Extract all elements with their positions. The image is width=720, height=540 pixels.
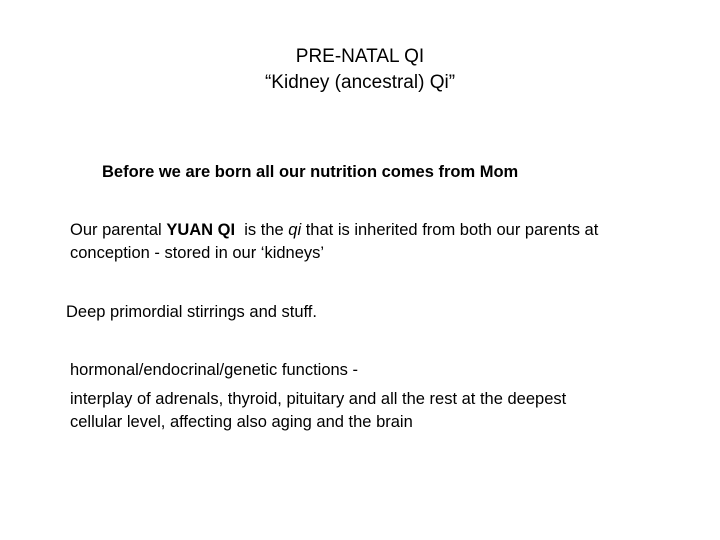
intro-statement: Before we are born all our nutrition comes from Mom: [102, 163, 519, 181]
yuan-qi-term: YUAN QI: [166, 221, 236, 239]
yuan-qi-line-1: [70, 219, 598, 242]
deep-stirrings-paragraph: Deep primordial stirrings and stuff.: [66, 303, 317, 321]
yuan-middle: is the: [235, 221, 289, 239]
yuan-prefix: Our parental: [70, 221, 167, 239]
slide-title: [0, 44, 720, 96]
interplay-line-1: interplay of adrenals, thyroid, pituitary and all the rest at the deepest: [70, 390, 567, 408]
hormonal-functions-paragraph: hormonal/endocrinal/genetic functions -: [70, 361, 359, 379]
yuan-line1-suffix: that is inherited from both our parents at: [301, 221, 599, 239]
interplay-paragraph: [70, 388, 566, 434]
yuan-qi-line-2: conception - stored in our ‘kidneys’: [70, 244, 325, 262]
title-line-1: PRE-NATAL QI: [295, 46, 425, 67]
yuan-qi-paragraph: [70, 219, 598, 265]
qi-term: qi: [288, 221, 302, 239]
title-line-2: “Kidney (ancestral) Qi”: [264, 72, 456, 93]
interplay-line-2: cellular level, affecting also aging and the brain: [70, 413, 413, 431]
